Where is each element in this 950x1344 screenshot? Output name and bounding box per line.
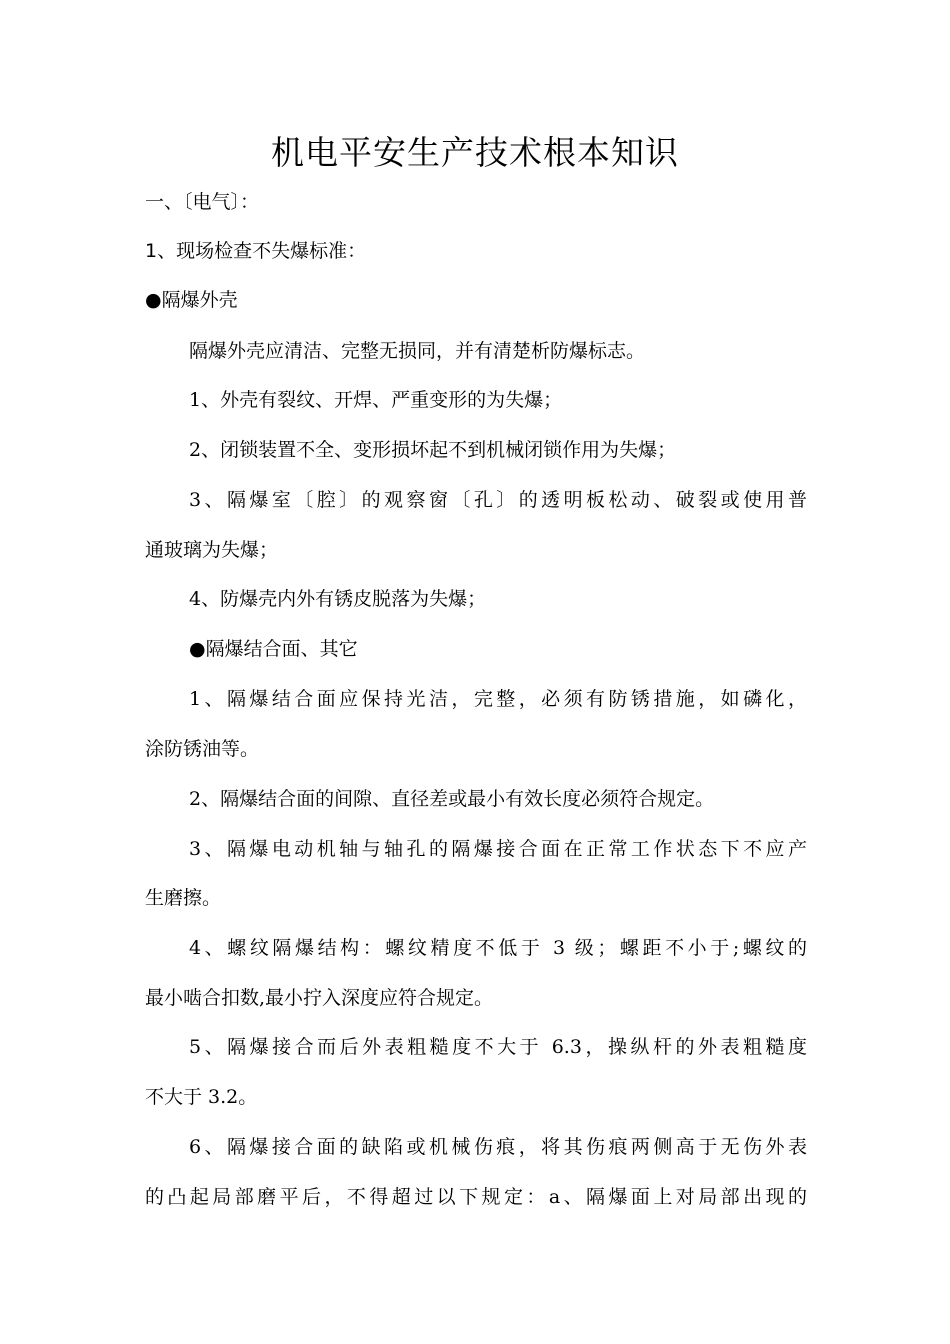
list-item-continuation: 通玻璃为失爆； <box>145 539 279 561</box>
list-item-continuation: 涂防锈油等。 <box>145 738 260 760</box>
list-item: 4、防爆壳内外有锈皮脱落为失爆； <box>189 588 487 610</box>
list-item-continuation: 最小啮合扣数,最小拧入深度应符合规定。 <box>145 987 494 1009</box>
document-title: 机电平安生产技术根本知识 <box>271 133 679 172</box>
list-item: 2、隔爆结合面的间隙、直径差或最小有效长度必须符合规定。 <box>189 788 715 810</box>
paragraph-line: 隔爆外壳应清洁、完整无损同，并有清楚析防爆标志。 <box>189 340 646 362</box>
list-item: 6、隔爆接合面的缺陷或机械伤痕，将其伤痕两侧高于无伤外表 <box>189 1136 807 1158</box>
bullet-heading: ●隔爆结合面、其它 <box>189 638 358 660</box>
list-item-continuation: 的凸起局部磨平后，不得超过以下规定：a、隔爆面上对局部出现的 <box>145 1186 807 1208</box>
list-item-continuation: 不大于 3.2。 <box>145 1086 258 1108</box>
list-item: 5、隔爆接合而后外表粗糙度不大于 6.3，操纵杆的外表粗糙度 <box>189 1036 807 1058</box>
list-item: 1、外壳有裂纹、开焊、严重变形的为失爆； <box>189 389 563 411</box>
bullet-heading: ●隔爆外壳 <box>145 289 238 311</box>
list-item: 2、闭锁装置不全、变形损坏起不到机械闭锁作用为失爆； <box>189 439 677 461</box>
subsection-heading: 1、现场检查不失爆标准： <box>145 240 367 262</box>
list-item: 3、隔爆室〔腔〕的观察窗〔孔〕的透明板松动、破裂或使用普 <box>189 489 807 511</box>
list-item: 3、隔爆电动机轴与轴孔的隔爆接合面在正常工作状态下不应产 <box>189 838 807 860</box>
list-item: 4、螺纹隔爆结构：螺纹精度不低于 3 级；螺距不小于;螺纹的 <box>189 937 807 959</box>
list-item-continuation: 生磨擦。 <box>145 887 222 909</box>
list-item: 1、隔爆结合面应保持光洁，完整，必须有防锈措施，如磷化， <box>189 688 807 710</box>
section-heading: 一、〔电气〕： <box>145 191 260 213</box>
